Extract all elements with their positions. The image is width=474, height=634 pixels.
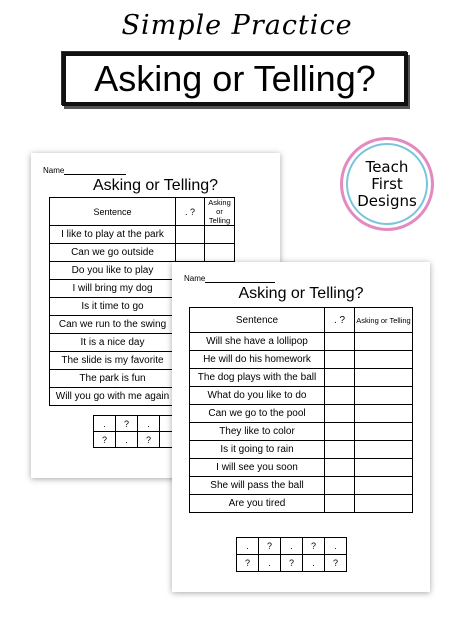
answer-cell	[355, 351, 413, 369]
sentence-table	[189, 307, 413, 513]
answer-cell	[205, 226, 235, 244]
worksheet-title: Asking or Telling?	[238, 285, 364, 302]
script-title: Simple Practice	[121, 10, 353, 41]
answer-cell	[355, 387, 413, 405]
logo-line-1: Teach	[365, 157, 409, 176]
answer-cell	[355, 423, 413, 441]
sentence-cell: Will you go with me again	[50, 388, 176, 406]
name-label: Name	[184, 274, 206, 283]
sentence-cell: The dog plays with the ball	[190, 369, 325, 387]
sentence-cell: They like to color	[190, 423, 325, 441]
sentence-cell: I will see you soon	[190, 459, 325, 477]
answer-cell	[355, 477, 413, 495]
punctuation-cell	[325, 477, 355, 495]
table-row	[190, 387, 413, 405]
answer-cell	[355, 459, 413, 477]
answer-cell	[355, 369, 413, 387]
punct-cell: .	[138, 416, 160, 432]
punct-cell: .	[303, 555, 325, 572]
punctuation-cell	[325, 459, 355, 477]
name-line	[43, 166, 126, 175]
answer-cell	[205, 244, 235, 262]
punctuation-cell	[325, 351, 355, 369]
sentence-cell: Will she have a lollipop	[190, 333, 325, 351]
table-row	[190, 405, 413, 423]
sentence-cell: He will do his homework	[190, 351, 325, 369]
table-row	[190, 495, 413, 513]
punct-cell: .	[325, 538, 347, 555]
punctuation-cell	[325, 423, 355, 441]
answer-cell	[355, 441, 413, 459]
sentence-cell: Do you like to play	[50, 262, 176, 280]
punct-cell: .	[116, 432, 138, 448]
name-label: Name	[43, 166, 65, 175]
punct-cell: ?	[325, 555, 347, 572]
punct-cell: .	[237, 538, 259, 555]
punct-cell: ?	[116, 416, 138, 432]
logo-line-3: Designs	[357, 191, 417, 210]
sentence-cell: Can we go to the pool	[190, 405, 325, 423]
header-asking-telling: Asking or Telling	[205, 198, 235, 226]
sentence-cell: Is it going to rain	[190, 441, 325, 459]
punctuation-cell	[325, 369, 355, 387]
answer-cell	[355, 495, 413, 513]
punct-cell: ?	[94, 432, 116, 448]
sentence-cell: The slide is my favorite	[50, 352, 176, 370]
table-row	[190, 459, 413, 477]
punct-cell: ?	[237, 555, 259, 572]
logo-line-2: First	[371, 174, 403, 193]
punct-cell: ?	[138, 432, 160, 448]
punctuation-cell	[325, 387, 355, 405]
worksheet-front	[172, 262, 430, 592]
sentence-cell: Can we go outside	[50, 244, 176, 262]
punct-cell: ?	[281, 555, 303, 572]
table-row	[50, 244, 235, 262]
banner-title: Asking or Telling?	[62, 52, 408, 106]
header-sentence: Sentence	[190, 308, 325, 333]
punct-cell: ?	[303, 538, 325, 555]
answer-cell	[355, 333, 413, 351]
table-row	[50, 226, 235, 244]
sentence-cell: Are you tired	[190, 495, 325, 513]
table-row	[190, 333, 413, 351]
table-row	[190, 423, 413, 441]
header-punctuation: . ?	[325, 308, 355, 333]
table-row	[190, 477, 413, 495]
punct-cell: ?	[259, 538, 281, 555]
header-sentence: Sentence	[50, 198, 176, 226]
punct-cell: .	[281, 538, 303, 555]
table-row	[190, 369, 413, 387]
punctuation-cell	[325, 441, 355, 459]
sentence-cell: Can we run to the swing	[50, 316, 176, 334]
teach-first-designs-logo	[340, 137, 434, 231]
answer-cell	[355, 405, 413, 423]
header-punctuation: . ?	[176, 198, 205, 226]
table-row	[190, 441, 413, 459]
sentence-cell: I like to play at the park	[50, 226, 176, 244]
name-line	[184, 274, 275, 283]
sentence-cell: It is a nice day	[50, 334, 176, 352]
sentence-cell: Is it time to go	[50, 298, 176, 316]
punctuation-cell	[325, 333, 355, 351]
punct-cell: .	[259, 555, 281, 572]
sentence-cell: The park is fun	[50, 370, 176, 388]
punctuation-cell	[325, 405, 355, 423]
punct-cell: .	[94, 416, 116, 432]
sentence-cell: I will bring my dog	[50, 280, 176, 298]
punctuation-key	[93, 415, 182, 448]
sentence-cell: She will pass the ball	[190, 477, 325, 495]
header-asking-telling: Asking or Telling	[355, 308, 413, 333]
punctuation-cell	[176, 226, 205, 244]
punctuation-key	[236, 537, 347, 572]
sentence-cell: What do you like to do	[190, 387, 325, 405]
punctuation-cell	[176, 244, 205, 262]
punctuation-cell	[325, 495, 355, 513]
worksheet-title: Asking or Telling?	[92, 177, 219, 194]
table-row	[190, 351, 413, 369]
